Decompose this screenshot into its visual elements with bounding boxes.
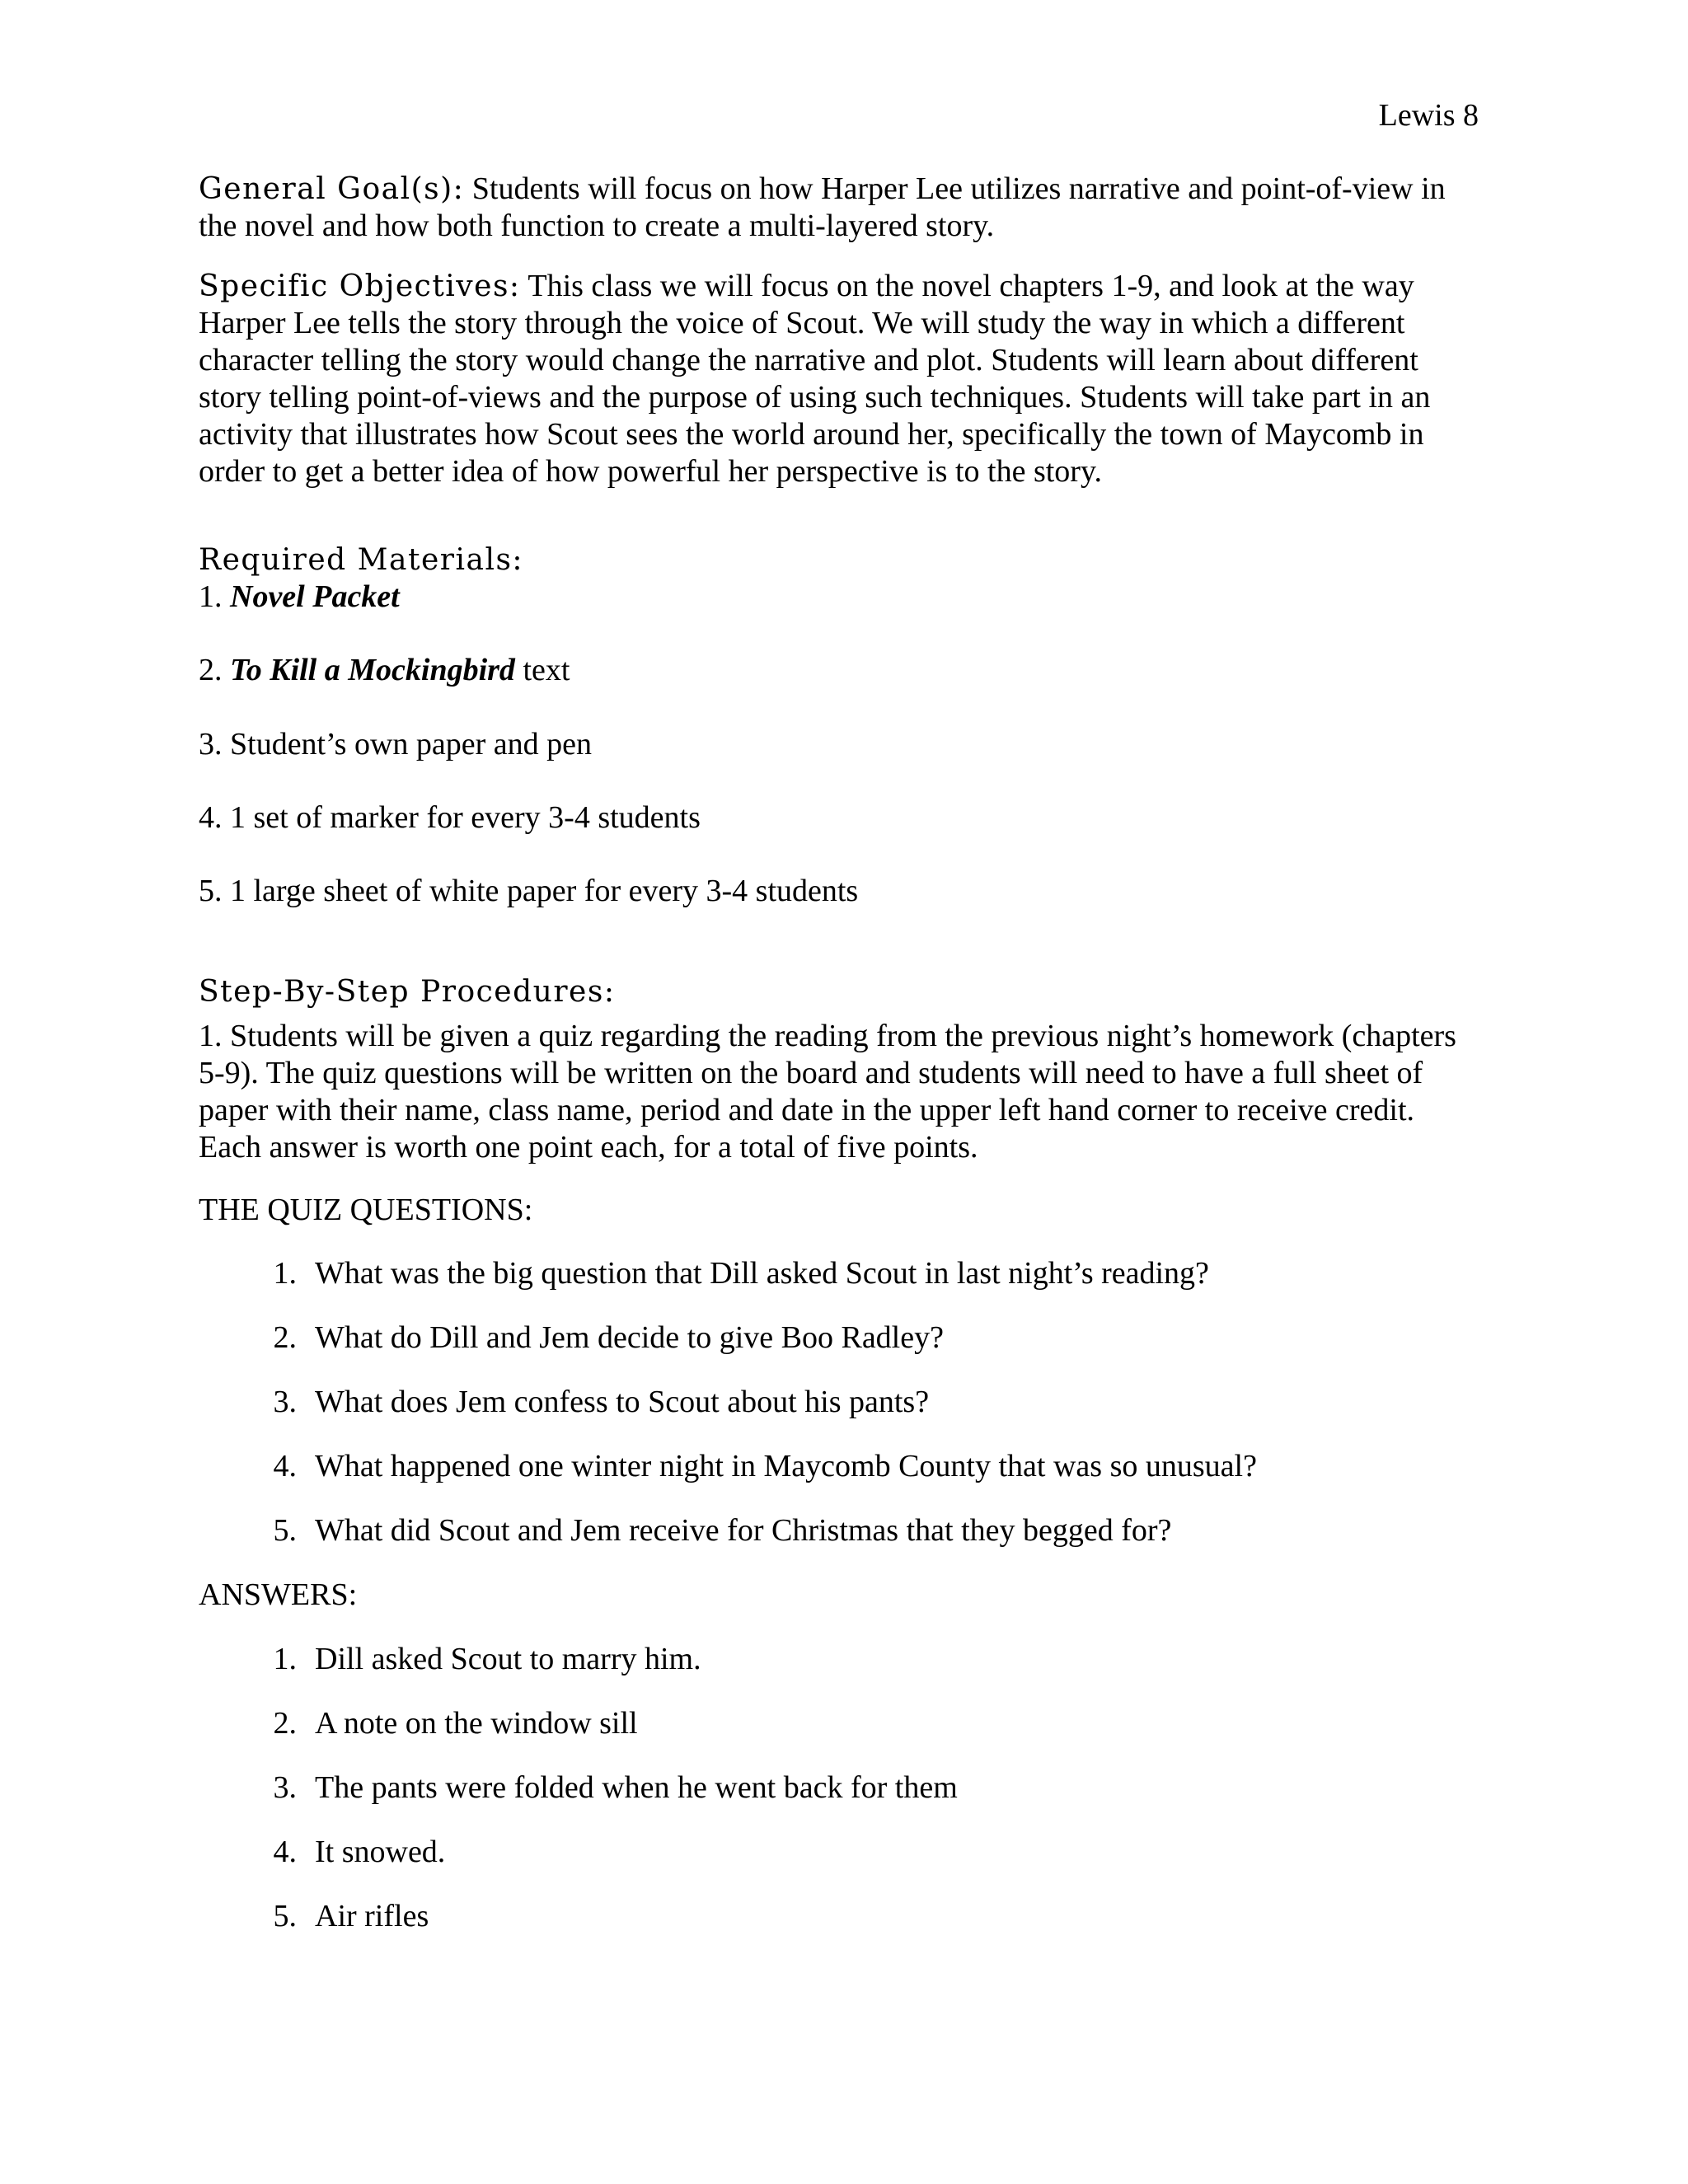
answer-list	[199, 1641, 1484, 1935]
answer-number: 3.	[273, 1770, 297, 1805]
material-item-text: 4. 1 set of marker for every 3-4 students	[199, 800, 701, 835]
answer-item	[199, 1898, 1484, 1935]
quiz-question-text: What did Scout and Jem receive for Christmas that they begged for?	[315, 1513, 1172, 1548]
material-item-prefix: 1.	[199, 579, 230, 614]
quiz-question-text: What does Jem confess to Scout about his pants?	[315, 1385, 930, 1419]
general-goal-text: Students will focus on how Harper Lee utilizes narrative and point-of-view in the novel and how both function to create a multi-layered story.	[199, 171, 1446, 243]
objectives-label: Specific Objectives:	[199, 269, 521, 303]
material-item-text: 5. 1 large sheet of white paper for every 3-4 students	[199, 874, 859, 908]
quiz-question-number: 4.	[273, 1449, 297, 1483]
answer-number: 4.	[273, 1835, 297, 1869]
answer-text: A note on the window sill	[315, 1706, 638, 1741]
answer-text: Dill asked Scout to marry him.	[315, 1642, 701, 1676]
answer-number: 2.	[273, 1706, 297, 1741]
quiz-question-text: What do Dill and Jem decide to give Boo Radley?	[315, 1320, 944, 1355]
quiz-question-list	[199, 1255, 1484, 1549]
quiz-question	[199, 1512, 1484, 1549]
quiz-question	[199, 1255, 1484, 1292]
objectives-text: This class we will focus on the novel chapters 1-9, and look at the way Harper Lee tells the story through the voice of Scout. We will study the way in which a different character telling the story would change the narrative and plot. Students will learn about different story telling point-of-views and the purpose of using such techniques. Students will take part in an activity that illustrates how Scout sees the world around her, specifically the town of Maycomb in order to get a better idea of how powerful her perspective is to the story.	[199, 269, 1431, 489]
material-item-title: Novel Packet	[230, 579, 400, 614]
answers-heading: ANSWERS:	[199, 1577, 358, 1612]
quiz-question-number: 1.	[273, 1256, 297, 1291]
materials-list	[199, 579, 1484, 910]
procedures-label: Step-By-Step Procedures:	[199, 975, 616, 1009]
quiz-question	[199, 1384, 1484, 1421]
answer-item	[199, 1834, 1484, 1871]
answer-item	[199, 1769, 1484, 1807]
quiz-question-text: What happened one winter night in Maycomb County that was so unusual?	[315, 1449, 1257, 1483]
objectives-paragraph	[199, 268, 1484, 490]
material-item	[199, 652, 1484, 689]
general-goal-label: General Goal(s):	[199, 172, 465, 206]
quiz-question-number: 3.	[273, 1385, 297, 1419]
quiz-question-number: 5.	[273, 1513, 297, 1548]
answer-text: The pants were folded when he went back for them	[315, 1770, 958, 1805]
quiz-question	[199, 1319, 1484, 1357]
material-item	[199, 579, 1484, 616]
general-goal-paragraph	[199, 171, 1484, 245]
answer-text: It snowed.	[315, 1835, 446, 1869]
answer-item	[199, 1705, 1484, 1742]
document-body	[199, 171, 1484, 1962]
quiz-heading: THE QUIZ QUESTIONS:	[199, 1193, 533, 1227]
material-item	[199, 726, 1484, 763]
material-item-title: To Kill a Mockingbird	[230, 653, 515, 687]
answer-number: 1.	[273, 1642, 297, 1676]
materials-label: Required Materials:	[199, 543, 524, 577]
material-item-prefix: 2.	[199, 653, 230, 687]
material-item-suffix: text	[514, 653, 570, 687]
material-item	[199, 799, 1484, 837]
answer-number: 5.	[273, 1899, 297, 1933]
material-item-text: 3. Student’s own paper and pen	[199, 727, 593, 762]
material-item	[199, 873, 1484, 910]
quiz-question-number: 2.	[273, 1320, 297, 1355]
answer-item	[199, 1641, 1484, 1678]
quiz-question	[199, 1448, 1484, 1485]
quiz-question-text: What was the big question that Dill asked Scout in last night’s reading?	[315, 1256, 1209, 1291]
procedure-step-1: 1. Students will be given a quiz regarding the reading from the previous night’s homework (chapters 5-9). The quiz questions will be written on the board and students will need to have a full sheet of paper with their name, class name, period and date in the upper left hand corner to receive credit. Each answer is worth one point each, for a total of five points.	[199, 1019, 1456, 1165]
page-header: Lewis 8	[1378, 98, 1479, 133]
answer-text: Air rifles	[315, 1899, 429, 1933]
